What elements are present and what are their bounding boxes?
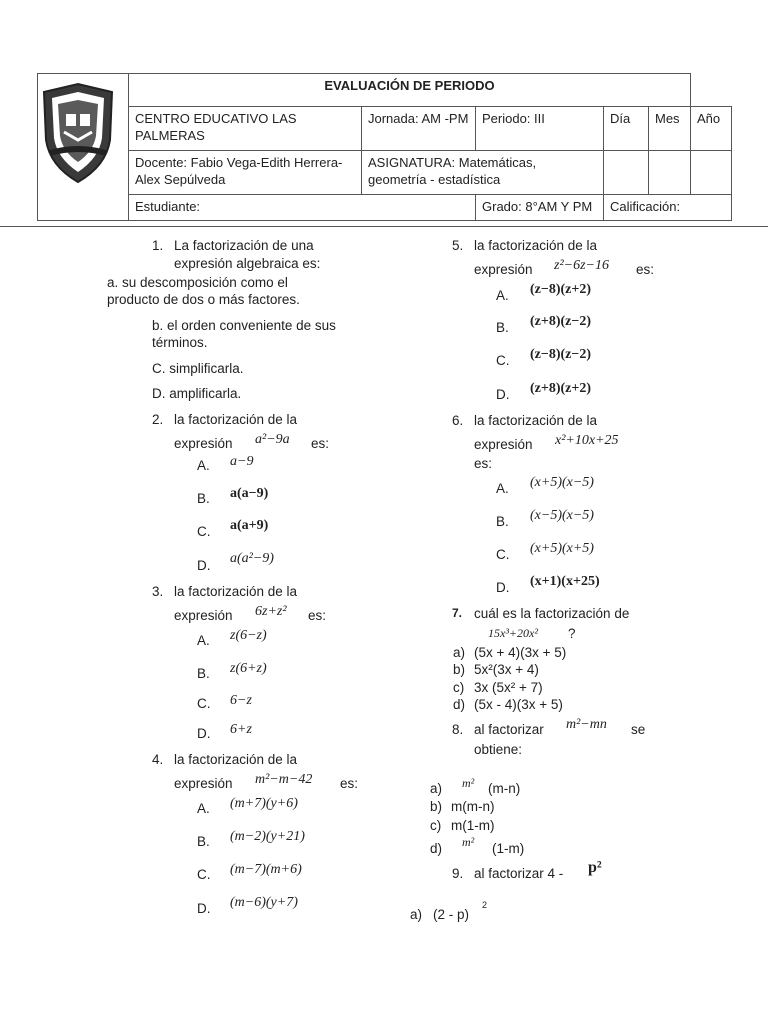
mes-value[interactable] [649,151,691,195]
q4-stem-2: expresión [174,776,233,791]
q3-option-d-label[interactable]: D. [197,726,211,741]
q7-number: 7. [452,606,463,620]
q6-es: es: [474,456,493,471]
q2-stem-2: expresión [174,436,233,451]
q6-option-b-label[interactable]: B. [496,514,509,529]
q4-stem-1: la factorización de la [174,752,298,767]
q4-option-c[interactable]: (m−7)(m+6) [230,862,302,877]
q1-option-c[interactable]: C. simplificarla. [152,361,244,376]
q1-option-a-2[interactable]: producto de dos o más factores. [107,292,300,307]
header-divider [0,226,768,227]
q1-option-b-2[interactable]: términos. [152,335,208,350]
q4-option-a-label[interactable]: A. [197,801,210,816]
q8-option-a-label[interactable]: a) [430,781,443,796]
q4-option-b[interactable]: (m−2)(y+21) [230,829,305,844]
q2-expression: a²−9a [255,432,290,447]
q7-option-a[interactable]: (5x + 4)(3x + 5) [474,645,567,660]
q7-option-a-label[interactable]: a) [453,645,466,660]
q6-option-b[interactable]: (x−5)(x−5) [530,508,594,523]
q8-obtiene: obtiene: [474,742,523,757]
q6-option-d-label[interactable]: D. [496,580,510,595]
q2-option-d-label[interactable]: D. [197,558,211,573]
q9-expression: p² [588,859,602,876]
q6-option-a-label[interactable]: A. [496,481,509,496]
q6-option-c[interactable]: (x+5)(x+5) [530,541,594,556]
q3-option-c-label[interactable]: C. [197,696,211,711]
q3-option-b-label[interactable]: B. [197,666,210,681]
q1-option-d[interactable]: D. amplificarla. [152,386,242,401]
q8-stem: al factorizar [474,722,544,737]
q7-option-d[interactable]: (5x - 4)(3x + 5) [474,697,563,712]
q4-es: es: [340,776,359,791]
q6-option-a[interactable]: (x+5)(x−5) [530,475,594,490]
q9-option-a[interactable]: (2 - p) [433,907,470,922]
q2-option-c[interactable]: a(a+9) [230,518,269,533]
q6-stem-2: expresión [474,437,533,452]
q7-option-b[interactable]: 5x²(3x + 4) [474,662,539,677]
q1-number: 1. [152,238,164,253]
q2-option-c-label[interactable]: C. [197,524,211,539]
q9-number: 9. [452,866,464,881]
q5-option-d[interactable]: (z+8)(z+2) [530,381,592,396]
q7-option-c[interactable]: 3x (5x² + 7) [474,680,543,695]
q7-expression: 15x³+20x² [488,626,538,640]
q3-es: es: [308,608,327,623]
q5-option-b[interactable]: (z+8)(z−2) [530,314,592,329]
q7-option-c-label[interactable]: c) [453,680,465,695]
q8-option-d[interactable]: (1-m) [492,841,525,856]
docente-field: Docente: Fabio Vega-Edith Herrera-Alex Sepúlveda [129,151,362,195]
q3-option-c[interactable]: 6−z [230,693,252,708]
q9-stem: al factorizar 4 - [474,866,564,881]
school-name: CENTRO EDUCATIVO LAS PALMERAS [129,107,362,151]
q4-option-d-label[interactable]: D. [197,901,211,916]
estudiante-field[interactable]: Estudiante: [129,195,476,221]
q9-option-a-label[interactable]: a) [410,907,423,922]
jornada-field: Jornada: AM -PM [362,107,476,151]
q8-option-c-label[interactable]: c) [430,818,442,833]
periodo-field: Periodo: III [476,107,604,151]
q8-se: se [631,722,646,737]
q7-question-mark: ? [568,626,576,641]
q6-number: 6. [452,413,464,428]
q3-stem-2: expresión [174,608,233,623]
q1-option-a-1[interactable]: a. su descomposición como el [107,275,288,290]
dia-value[interactable] [604,151,649,195]
q2-option-a[interactable]: a−9 [230,454,254,469]
mes-field[interactable]: Mes [649,107,691,151]
q6-option-c-label[interactable]: C. [496,547,510,562]
q3-option-b[interactable]: z(6+z) [230,661,267,676]
q5-stem-1: la factorización de la [474,238,598,253]
q4-option-d[interactable]: (m−6)(y+7) [230,895,298,910]
q5-option-a-label[interactable]: A. [496,288,509,303]
q5-es: es: [636,262,655,277]
q8-option-a[interactable]: (m-n) [488,781,521,796]
q2-option-d[interactable]: a(a²−9) [230,551,274,566]
q2-option-b-label[interactable]: B. [197,491,210,506]
q5-number: 5. [452,238,464,253]
q7-option-d-label[interactable]: d) [453,697,466,712]
q5-option-c-label[interactable]: C. [496,353,510,368]
q5-option-a[interactable]: (z−8)(z+2) [530,282,592,297]
calificacion-field[interactable]: Calificación: [604,195,732,221]
page-title: EVALUACIÓN DE PERIODO [129,74,691,107]
q8-option-d-pre[interactable]: m² [462,835,475,849]
q6-stem-1: la factorización de la [474,413,598,428]
q2-option-a-label[interactable]: A. [197,458,210,473]
q3-option-d[interactable]: 6+z [230,722,252,737]
q8-option-b[interactable]: m(m-n) [451,799,495,814]
q2-number: 2. [152,412,164,427]
q5-option-d-label[interactable]: D. [496,387,510,402]
anio-value[interactable] [691,151,732,195]
logo-cell [38,74,129,221]
q3-option-a[interactable]: z(6−z) [230,628,267,643]
q4-option-c-label[interactable]: C. [197,867,211,882]
anio-field[interactable]: Año [691,107,732,151]
q8-option-c[interactable]: m(1-m) [451,818,495,833]
q3-option-a-label[interactable]: A. [197,633,210,648]
q1-stem-1: La factorización de una [174,238,314,253]
q8-option-b-label[interactable]: b) [430,799,443,814]
q7-stem: cuál es la factorización de [474,606,630,621]
q5-expression: z²−6z−16 [554,258,609,273]
q2-stem-1: la factorización de la [174,412,298,427]
q8-option-a-pre[interactable]: m² [462,776,475,790]
q2-option-b[interactable]: a(a−9) [230,486,269,501]
q3-number: 3. [152,584,164,599]
q5-option-b-label[interactable]: B. [496,320,509,335]
q4-number: 4. [152,752,164,767]
q9-option-a-exponent: 2 [482,900,488,910]
q1-option-b-1[interactable]: b. el orden conveniente de sus [152,318,336,333]
q5-option-c[interactable]: (z−8)(z−2) [530,347,592,362]
grado-field: Grado: 8°AM Y PM [476,195,604,221]
q5-stem-2: expresión [474,262,533,277]
q8-number: 8. [452,722,464,737]
q3-expression: 6z+z² [255,604,287,619]
q4-expression: m²−m−42 [255,772,313,787]
q1-stem-2: expresión algebraica es: [174,256,321,271]
q8-expression: m²−mn [566,717,607,732]
q2-es: es: [311,436,330,451]
q6-option-d[interactable]: (x+1)(x+25) [530,574,600,589]
q6-expression: x²+10x+25 [555,433,619,448]
asignatura-field: ASIGNATURA: Matemáticas, geometría - estadística [362,151,604,195]
dia-field[interactable]: Día [604,107,649,151]
header-table [37,73,732,221]
q7-option-b-label[interactable]: b) [453,662,466,677]
q4-option-a[interactable]: (m+7)(y+6) [230,796,298,811]
q4-option-b-label[interactable]: B. [197,834,210,849]
q8-option-d-label[interactable]: d) [430,841,443,856]
q3-stem-1: la factorización de la [174,584,298,599]
